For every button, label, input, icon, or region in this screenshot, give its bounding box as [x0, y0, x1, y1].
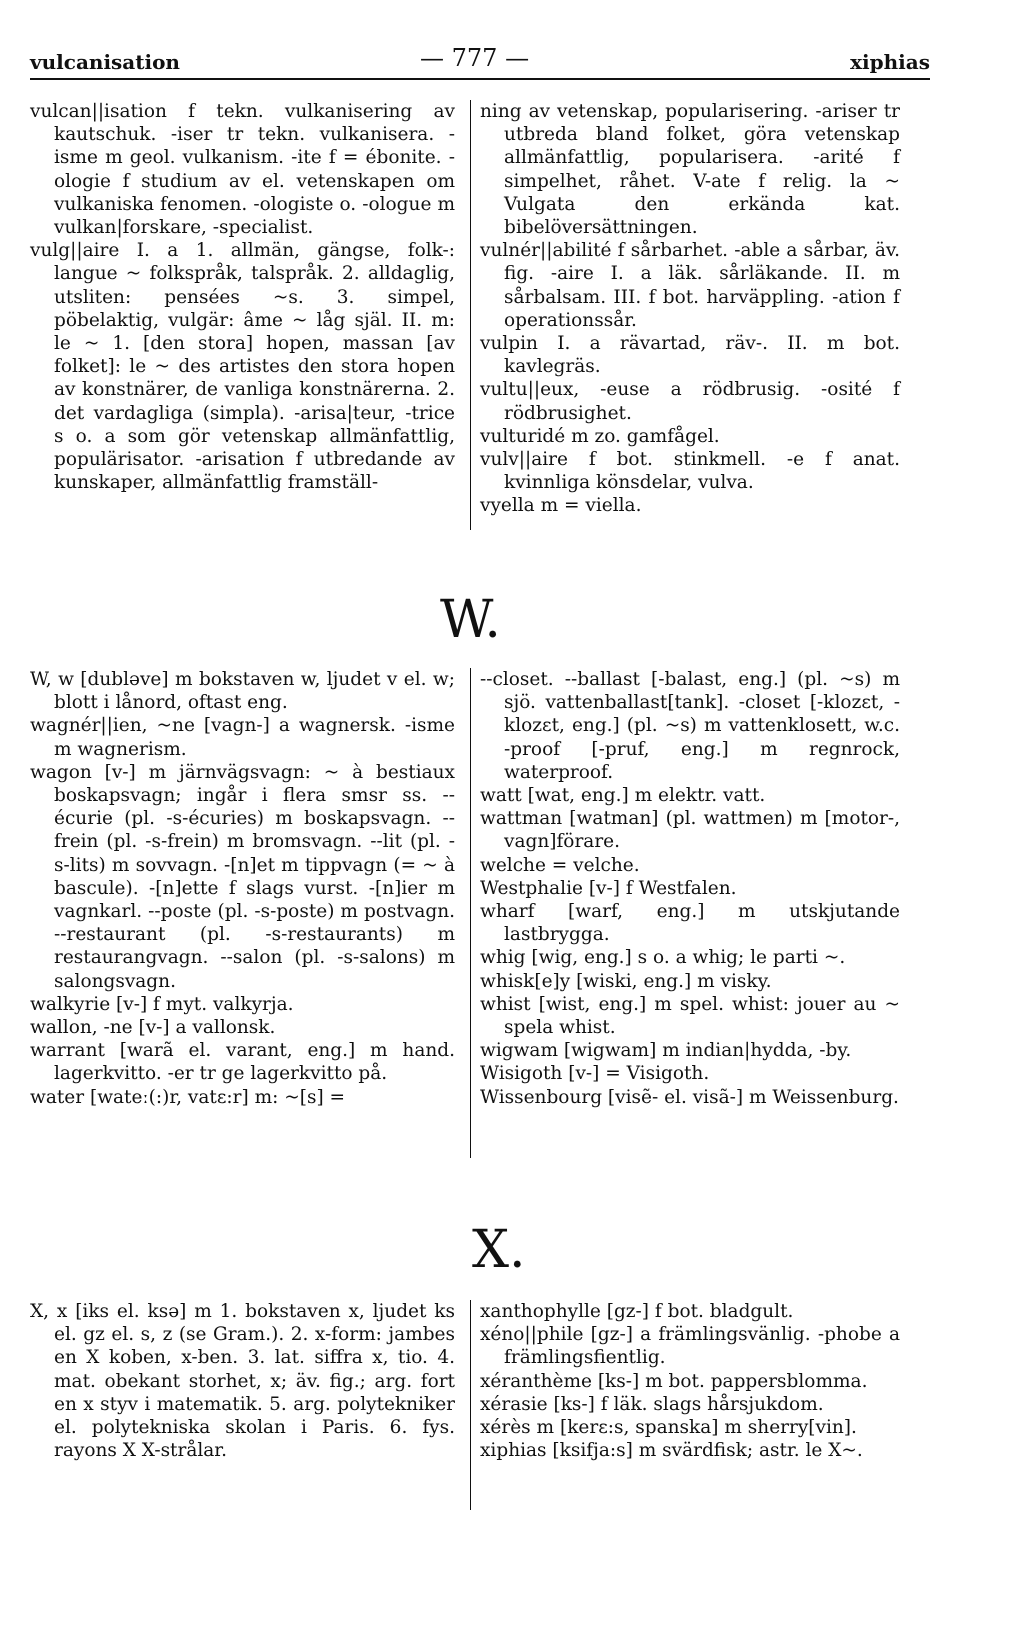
dictionary-entry: wagon [v-] m järnvägsvagn: ~ à bestiaux boskapsvagn; ingår i flera smsr ss. --écurie (pl. -s-écuries) m boskapsvagn. --frein (pl. -s-frein) m bromsvagn. --lit (pl. -s-lits) m sovvagn. -[n]et m tippvagn (= ~ à bascule). -[n]ette f slags vurst. -[n]ier m vagnkarl. --poste (pl. -s-poste) m postvagn. --restaurant (pl. -s-restaurants) m restaurangvagn. --salon (pl. -s-salons) m salongsvagn.	[30, 761, 455, 992]
dictionary-entry: wagnér||ien, ~ne [vagn-] a wagnersk. -isme m wagnerism.	[30, 715, 455, 760]
dictionary-entry: vultu||eux, -euse a rödbrusig. -osité f rödbrusighet.	[480, 379, 900, 424]
dictionary-entry: xiphias [ksifja:s] m svärdfisk; astr. le X~.	[480, 1440, 863, 1462]
dictionary-entry: wattman [watman] (pl. wattmen) m [motor-, vagn]förare.	[480, 808, 900, 853]
column-divider	[470, 100, 471, 530]
dictionary-entry: vyella m = viella.	[480, 495, 642, 517]
dictionary-entry: --closet. --ballast [-balast, eng.] (pl. ~s) m sjö. vattenballast[tank]. -closet [-klozɛt, -klozɛt, eng.] (pl. ~s) m vattenklosett, w.c. -proof [-pruf, eng.] m regnrock, waterproof.	[480, 669, 900, 783]
dictionary-entry: Wisigoth [v-] = Visigoth.	[480, 1063, 710, 1085]
dictionary-entry: xérasie [ks-] f läk. slags hårsjukdom.	[480, 1393, 824, 1415]
column-divider	[470, 1300, 471, 1510]
dictionary-entry: Wissenbourg [visẽ- el. visã-] m Weissenburg.	[480, 1086, 899, 1108]
page-header	[30, 40, 930, 80]
v-right-column	[480, 100, 900, 518]
dictionary-entry: xéno||phile [gz-] a främlingsvänlig. -phobe a främlingsfientlig.	[480, 1324, 900, 1369]
dictionary-entry: vulv||aire f bot. stinkmell. -e f anat. kvinnliga könsdelar, vulva.	[480, 449, 900, 494]
dictionary-entry: vulg||aire I. a 1. allmän, gängse, folk-: langue ~ folkspråk, talspråk. 2. alldaglig, utsliten: pensées ~s. 3. simpel, pöbelaktig, vulgär: âme ~ låg själ. II. m: le ~ 1. [den stora] hopen, massan [av folket]: le ~ des artistes den stora hopen av konstnärer, de vanliga konstnärerna. 2. det vardagliga (simpla). -arisa|teur, -trice s o. a som gör vetenskap allmänfattlig, populärisator. -arisation f utbredande av kunskaper, allmänfattlig framställ-	[30, 240, 455, 494]
dictionary-entry: Westphalie [v-] f Westfalen.	[480, 877, 737, 899]
x-left-column	[30, 1300, 455, 1462]
dictionary-entry: xanthophylle [gz-] f bot. bladgult.	[480, 1301, 794, 1322]
dictionary-entry: whist [wist, eng.] m spel. whist: jouer au ~ spela whist.	[480, 993, 900, 1039]
dictionary-entry: wigwam [wigwam] m indian|hydda, -by.	[480, 1040, 852, 1062]
dictionary-entry: wharf [warf, eng.] m utskjutande lastbrygga.	[480, 901, 900, 946]
section-heading-w: W.	[440, 590, 501, 650]
w-left-column	[30, 668, 455, 1109]
dictionary-entry: X, x [iks el. ksə] m 1. bokstaven x, ljudet ks el. gz el. s, z (se Gram.). 2. x-form: jambes en X koben, x-ben. 3. lat. siffra x, tio. 4. mat. obekant storhet, x; äv. fig.; arg. fort en x styv i matematik. 5. arg. polytekniker el. polytekniska skolan i Paris. 6. fys. rayons X X-strålar.	[30, 1301, 455, 1462]
header-rule	[30, 78, 930, 80]
dictionary-entry: vulturidé m zo. gamfågel.	[480, 425, 720, 447]
dictionary-entry: W, w [dubləve] m bokstaven w, ljudet v el. w; blott i lånord, oftast eng.	[30, 669, 455, 714]
w-right-column	[480, 668, 900, 1109]
left-running-head: vulcanisation	[30, 50, 180, 74]
page-number: — 777 —	[420, 44, 530, 72]
section-heading-x: X.	[472, 1220, 526, 1280]
dictionary-entry: vulnér||abilité f sårbarhet. -able a sårbar, äv. fig. -aire I. a läk. sårläkande. II. m sårbalsam. III. f bot. harväppling. -ation f operationssår.	[480, 240, 900, 331]
dictionary-entry: vulpin I. a rävartad, räv-. II. m bot. kavlegräs.	[480, 333, 900, 378]
dictionary-entry: wallon, -ne [v-] a vallonsk.	[30, 1017, 276, 1039]
column-divider	[470, 668, 471, 1158]
dictionary-entry: warrant [warã el. varant, eng.] m hand. lagerkvitto. -er tr ge lagerkvitto på.	[30, 1040, 455, 1085]
dictionary-entry: whisk[e]y [wiski, eng.] m visky.	[480, 970, 772, 992]
dictionary-entry: xéranthème [ks-] m bot. pappersblomma.	[480, 1370, 868, 1392]
v-left-column	[30, 100, 455, 494]
x-right-column	[480, 1300, 900, 1462]
dictionary-entry: watt [wat, eng.] m elektr. vatt.	[480, 785, 766, 807]
right-running-head: xiphias	[850, 50, 930, 74]
dictionary-entry: whig [wig, eng.] s o. a whig; le parti ~.	[480, 947, 846, 969]
dictionary-entry: welche = velche.	[480, 854, 640, 876]
dictionary-entry: walkyrie [v-] f myt. valkyrja.	[30, 993, 294, 1015]
dictionary-entry: xérès m [kerɛ:s, spanska] m sherry[vin].	[480, 1417, 857, 1439]
dictionary-entry: water [wateː(:)r, vatɛ:r] m: ~[s] =	[30, 1086, 346, 1108]
dictionary-entry: ning av vetenskap, popularisering. -ariser tr utbreda bland folket, göra vetenskap allmänfattlig, popularisera. -arité f simpelhet, råhet. V-ate f relig. la ~ Vulgata den erkända kat. bibelöversättningen.	[480, 101, 900, 239]
dictionary-entry: vulcan||isation f tekn. vulkanisering av kautschuk. -iser tr tekn. vulkanisera. -isme m geol. vulkanism. -ite f = ébonite. -ologie f studium av el. vetenskapen om vulkaniska fenomen. -ologiste o. -ologue m vulkan|forskare, -specialist.	[30, 101, 455, 239]
